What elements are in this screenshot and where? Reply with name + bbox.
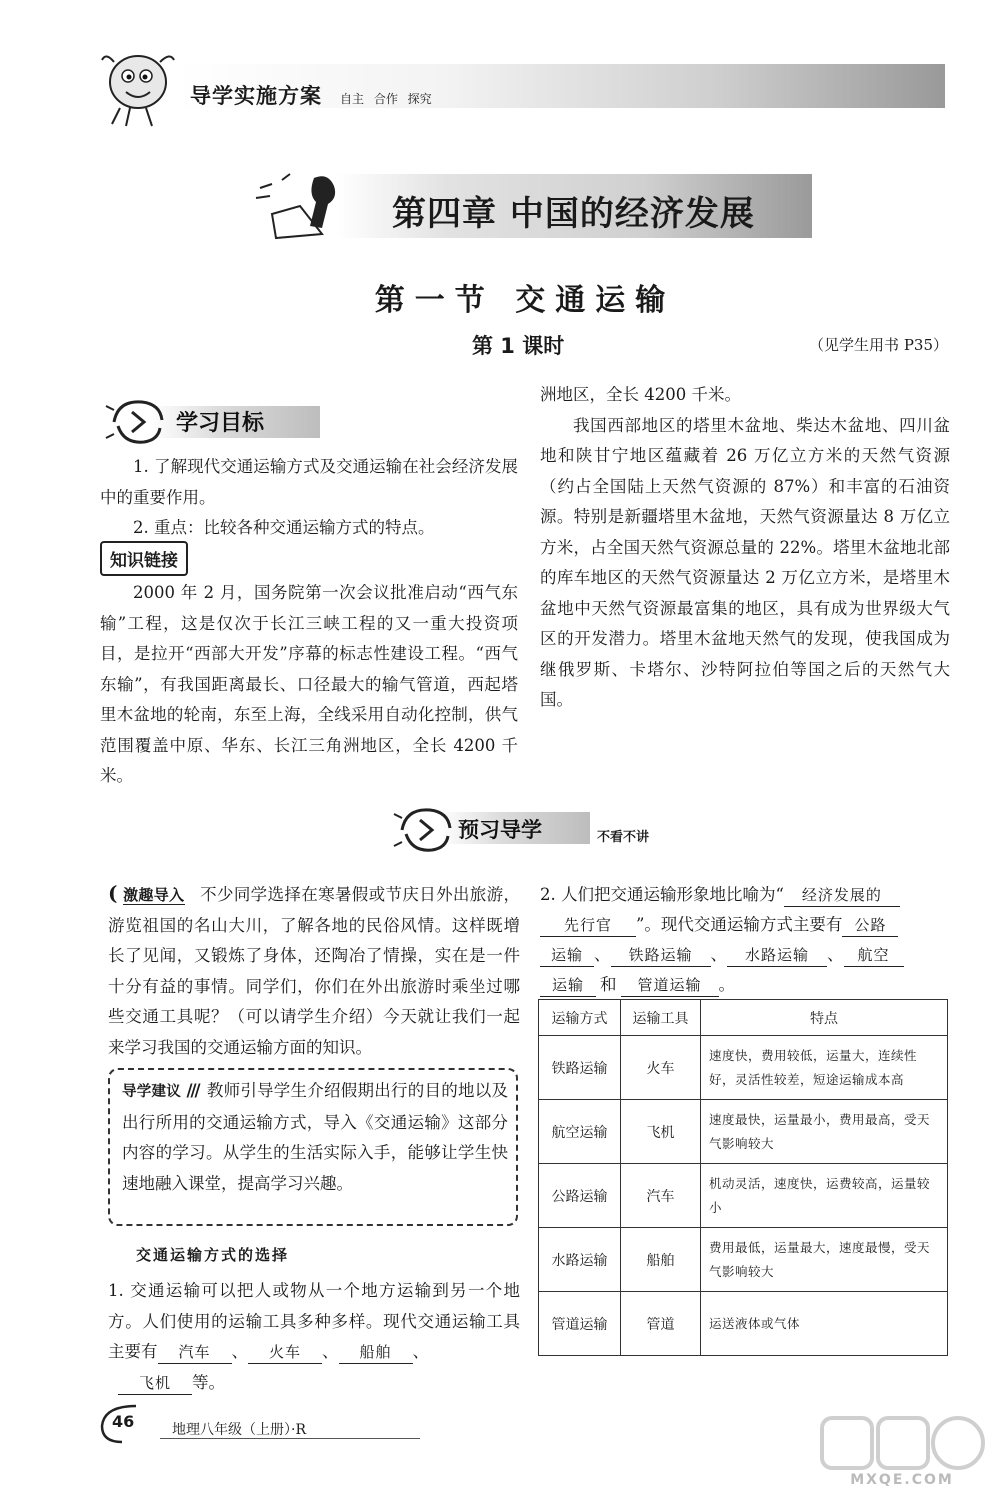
table-row [539, 1100, 948, 1164]
table-cell-feature: 运送液体或气体 [701, 1292, 948, 1356]
answer-blank: 管道运输 [621, 974, 719, 997]
table-row [539, 1228, 948, 1292]
table-cell-tool: 火车 [621, 1036, 701, 1100]
intro-block [108, 878, 520, 1063]
table-header-row [539, 1000, 948, 1036]
table-cell-feature: 速度快，费用较低，运量大，连续性好，灵活性较差，短途运输成本高 [701, 1036, 948, 1100]
runner-icon [252, 168, 362, 244]
question-2: 2. 人们把交通运输形象地比喻为“ 经济发展的 先行官 ”。现代交通运输方式主要有 公路 运输 、 铁路运输 、 水路运输 、 航空 运输 和 管道运输 。 [540, 880, 950, 1000]
header-title: 导学实施方案 [190, 84, 322, 108]
swirl-icon [104, 392, 174, 452]
answer-blank: 经济发展的 [784, 884, 900, 907]
section-title: 第一节 交通运输 [374, 283, 676, 318]
table-cell-tool: 管道 [621, 1292, 701, 1356]
reference-note: （见学生用书 P35） [809, 336, 948, 354]
watermark-text: MXQE.COM [850, 1472, 954, 1488]
table-cell-feature: 机动灵活，速度快，运费较高，运量较小 [701, 1164, 948, 1228]
knowledge-paragraph-left: 2000 年 2 月，国务院第一次会议批准启动“西气东输”工程，这是仅次于长江三峡工程的又一重大投资项目，是拉开“西部大开发”序幕的标志性建设工程。“西气东输”，有我国距离最长、口径最大的输气管道，西起塔里木盆地的轮南，东至上海，全线采用自动化控制，供气范围覆盖中原、华东、长江三角洲地区，全长 4200 千米。 [100, 583, 518, 785]
goal-item: 2. 重点：比较各种交通运输方式的特点。 [133, 518, 435, 537]
chapter-title: 第四章 中国的经济发展 [392, 194, 755, 234]
table-cell-mode: 公路运输 [539, 1164, 621, 1228]
table-cell-tool: 飞机 [621, 1100, 701, 1164]
book-info: 地理八年级（上册）·R [172, 1422, 306, 1438]
knowledge-column-right [540, 380, 950, 716]
question-1: 1. 交通运输可以把人或物从一个地方运输到另一个地方。人们使用的运输工具多种多样。现代交通运输工具主要有 汽车 、 火车 、 船舶 、 飞机 等。 [108, 1276, 520, 1398]
table-row [539, 1164, 948, 1228]
page-number: 46 [112, 1412, 135, 1431]
table-cell-tool: 汽车 [621, 1164, 701, 1228]
answer-blank: 船舶 [339, 1341, 413, 1364]
table-cell-tool: 船舶 [621, 1228, 701, 1292]
intro-text: 不少同学选择在寒暑假或节庆日外出旅游，游览祖国的名山大川，了解各地的民俗风情。这样既增长了见闻，又锻炼了身体，还陶冶了情操，实在是一件十分有益的事情。同学们，你们在外出旅游时乘坐过哪些交通工具呢？（可以请学生介绍）今天就让我们一起来学习我国的交通运输方面的知识。 [108, 885, 520, 1057]
table-cell-mode: 铁路运输 [539, 1036, 621, 1100]
table-cell-mode: 管道运输 [539, 1292, 621, 1356]
preview-heading: 预习导学 [458, 818, 542, 842]
swirl-icon [392, 800, 462, 860]
intro-label: 激趣导入 [123, 886, 185, 904]
answer-blank: 先行官 [540, 914, 636, 937]
answer-blank: 汽车 [158, 1341, 232, 1364]
answer-blank: 运输 [540, 944, 594, 967]
header-subtitle: 自主 合作 探究 [340, 92, 432, 106]
goal-item: 1. 了解现代交通运输方式及交通运输在社会经济发展中的重要作用。 [100, 457, 518, 507]
transport-table [538, 999, 948, 1356]
answer-blank: 飞机 [118, 1372, 192, 1395]
table-row [539, 1036, 948, 1100]
guide-label: 导学建议 [122, 1084, 181, 1100]
knowledge-paragraph-2: 我国西部地区的塔里木盆地、柴达木盆地、四川盆地和陕甘宁地区蕴藏着 26 万亿立方米的天然气资源（约占全国陆上天然气资源的 87%）和丰富的石油资源。特别是新疆塔里木盆地，天然气资源量达 8 万亿立方米，占全国天然气资源总量的 22%。塔里木盆地北部的库车地区的天然气资源量达 2 万亿立方米，是塔里木盆地中天然气资源最富集的地区，具有成为世界级大气区的开发潜力。塔里木盆地天然气的发现，使我国成为继俄罗斯、卡塔尔、沙特阿拉伯等国之后的天然气大国。 [540, 415, 950, 709]
knowledge-paragraph-continuation: 洲地区，全长 4200 千米。 [540, 385, 741, 404]
mascot-icon [100, 48, 176, 128]
table-header: 特点 [701, 1000, 948, 1036]
topic-title: 交通运输方式的选择 [136, 1246, 290, 1264]
table-cell-feature: 费用最低，运量最大，速度最慢，受天气影响较大 [701, 1228, 948, 1292]
table-cell-mode: 水路运输 [539, 1228, 621, 1292]
answer-blank: 铁路运输 [611, 944, 711, 967]
guide-content [122, 1076, 508, 1199]
table-row [539, 1292, 948, 1356]
answer-blank: 航空 [844, 944, 904, 967]
lesson-title: 第 1 课时 [472, 334, 565, 358]
table-cell-mode: 航空运输 [539, 1100, 621, 1164]
table-header: 运输工具 [621, 1000, 701, 1036]
table-cell-feature: 速度最快，运量最小，费用最高，受天气影响较大 [701, 1100, 948, 1164]
knowledge-label: 知识链接 [100, 541, 188, 576]
guide-text: 教师引导学生介绍假期出行的目的地以及出行所用的交通运输方式，导入《交通运输》这部分内容的学习。从学生的生活实际入手，能够让学生快速地融入课堂，提高学习兴趣。 [122, 1081, 509, 1193]
answer-blank: 火车 [248, 1341, 322, 1364]
table-header: 运输方式 [539, 1000, 621, 1036]
footer-divider [160, 1438, 420, 1439]
answer-blank: 公路 [842, 914, 898, 937]
bracket-icon: ( [108, 881, 118, 905]
goals-list [100, 452, 518, 544]
answer-blank: 水路运输 [727, 944, 827, 967]
preview-tag: 不看不讲 [597, 830, 650, 845]
answer-blank: 运输 [540, 974, 596, 997]
goals-heading: 学习目标 [176, 411, 265, 436]
slash-icon: /// [186, 1081, 199, 1100]
